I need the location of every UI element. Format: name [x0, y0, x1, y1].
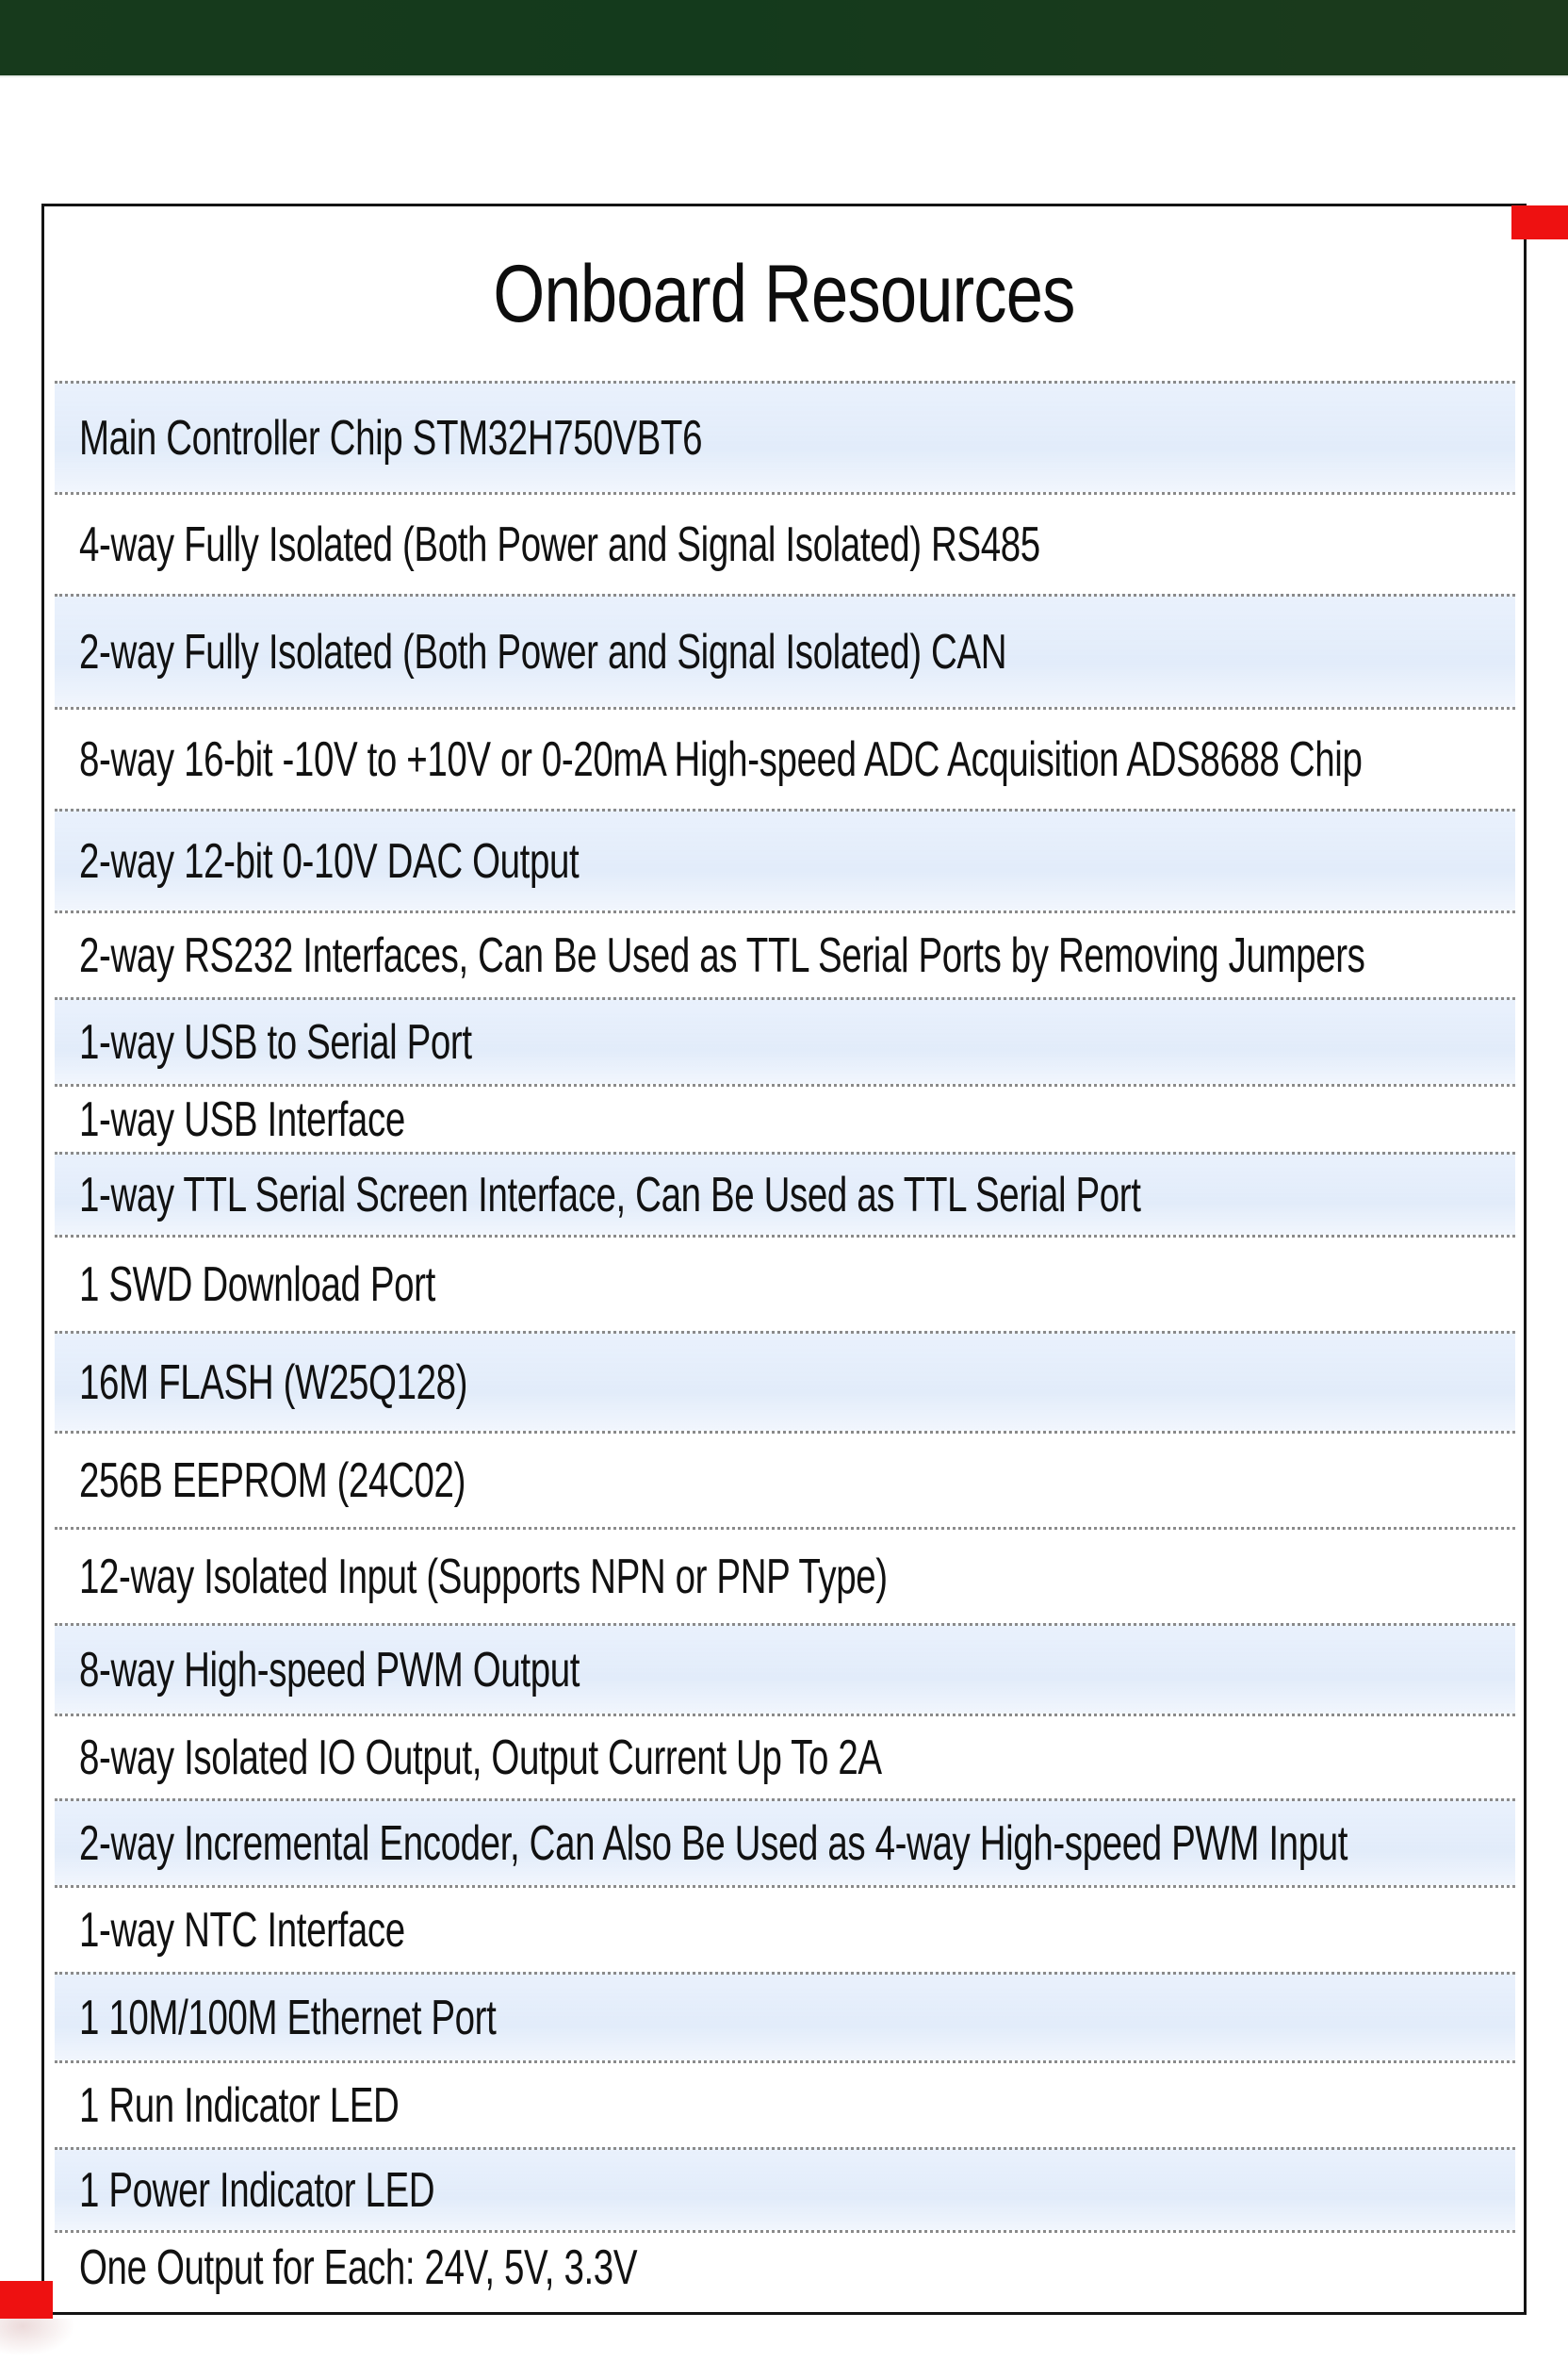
- red-corner-accent-top-right: [1511, 205, 1568, 239]
- list-item: [55, 1431, 1515, 1527]
- resource-label: 1 SWD Download Port: [79, 1256, 435, 1312]
- list-item: [55, 1084, 1515, 1152]
- resource-label: 1 Power Indicator LED: [79, 2162, 435, 2218]
- list-item: [55, 809, 1515, 910]
- resource-label: 8-way High-speed PWM Output: [79, 1642, 580, 1698]
- page-title: Onboard Resources: [493, 249, 1075, 339]
- resource-label: 2-way RS232 Interfaces, Can Be Used as TTL Serial Ports by Removing Jumpers: [79, 927, 1365, 983]
- list-item: [55, 1623, 1515, 1714]
- list-item: [55, 2147, 1515, 2230]
- corner-shadow: [0, 2319, 75, 2356]
- list-item: [55, 594, 1515, 707]
- resource-label: 2-way Incremental Encoder, Can Also Be Used as 4-way High-speed PWM Input: [79, 1815, 1348, 1871]
- resource-label: 256B EEPROM (24C02): [79, 1452, 466, 1508]
- list-item: [55, 1798, 1515, 1885]
- list-item: [55, 997, 1515, 1084]
- resource-label: 8-way 16-bit -10V to +10V or 0-20mA High-speed ADC Acquisition ADS8688 Chip: [79, 731, 1363, 787]
- resource-label: 1 10M/100M Ethernet Port: [79, 1990, 497, 2045]
- list-item: [55, 1714, 1515, 1798]
- resource-label: 1-way TTL Serial Screen Interface, Can Be Used as TTL Serial Port: [79, 1167, 1141, 1222]
- list-item: [55, 1235, 1515, 1331]
- list-item: [55, 1885, 1515, 1972]
- list-item: [55, 1972, 1515, 2060]
- list-item: [55, 1527, 1515, 1623]
- list-item: [55, 910, 1515, 997]
- resource-label: 1-way USB Interface: [79, 1091, 405, 1147]
- list-item: [55, 1331, 1515, 1431]
- list-item: [55, 2060, 1515, 2147]
- resource-list: [55, 381, 1515, 2302]
- resource-label: 1-way USB to Serial Port: [79, 1014, 472, 1070]
- list-item: [55, 492, 1515, 594]
- resource-label: 1-way NTC Interface: [79, 1902, 405, 1958]
- resource-label: 16M FLASH (W25Q128): [79, 1354, 468, 1410]
- resource-label: 12-way Isolated Input (Supports NPN or PNP Type): [79, 1549, 888, 1604]
- resource-label: 4-way Fully Isolated (Both Power and Signal Isolated) RS485: [79, 517, 1040, 572]
- resource-label: Main Controller Chip STM32H750VBT6: [79, 410, 703, 466]
- resource-label: 8-way Isolated IO Output, Output Current Up To 2A: [79, 1730, 882, 1785]
- red-corner-accent-bottom-left: [0, 2281, 53, 2319]
- resource-label: One Output for Each: 24V, 5V, 3.3V: [79, 2239, 638, 2295]
- header-banner: [0, 0, 1568, 77]
- resource-label: 2-way Fully Isolated (Both Power and Signal Isolated) CAN: [79, 624, 1007, 680]
- list-item: [55, 1152, 1515, 1235]
- list-item: [55, 2230, 1515, 2302]
- resource-label: 2-way 12-bit 0-10V DAC Output: [79, 833, 580, 889]
- list-item: [55, 381, 1515, 492]
- list-item: [55, 707, 1515, 809]
- resource-label: 1 Run Indicator LED: [79, 2077, 400, 2133]
